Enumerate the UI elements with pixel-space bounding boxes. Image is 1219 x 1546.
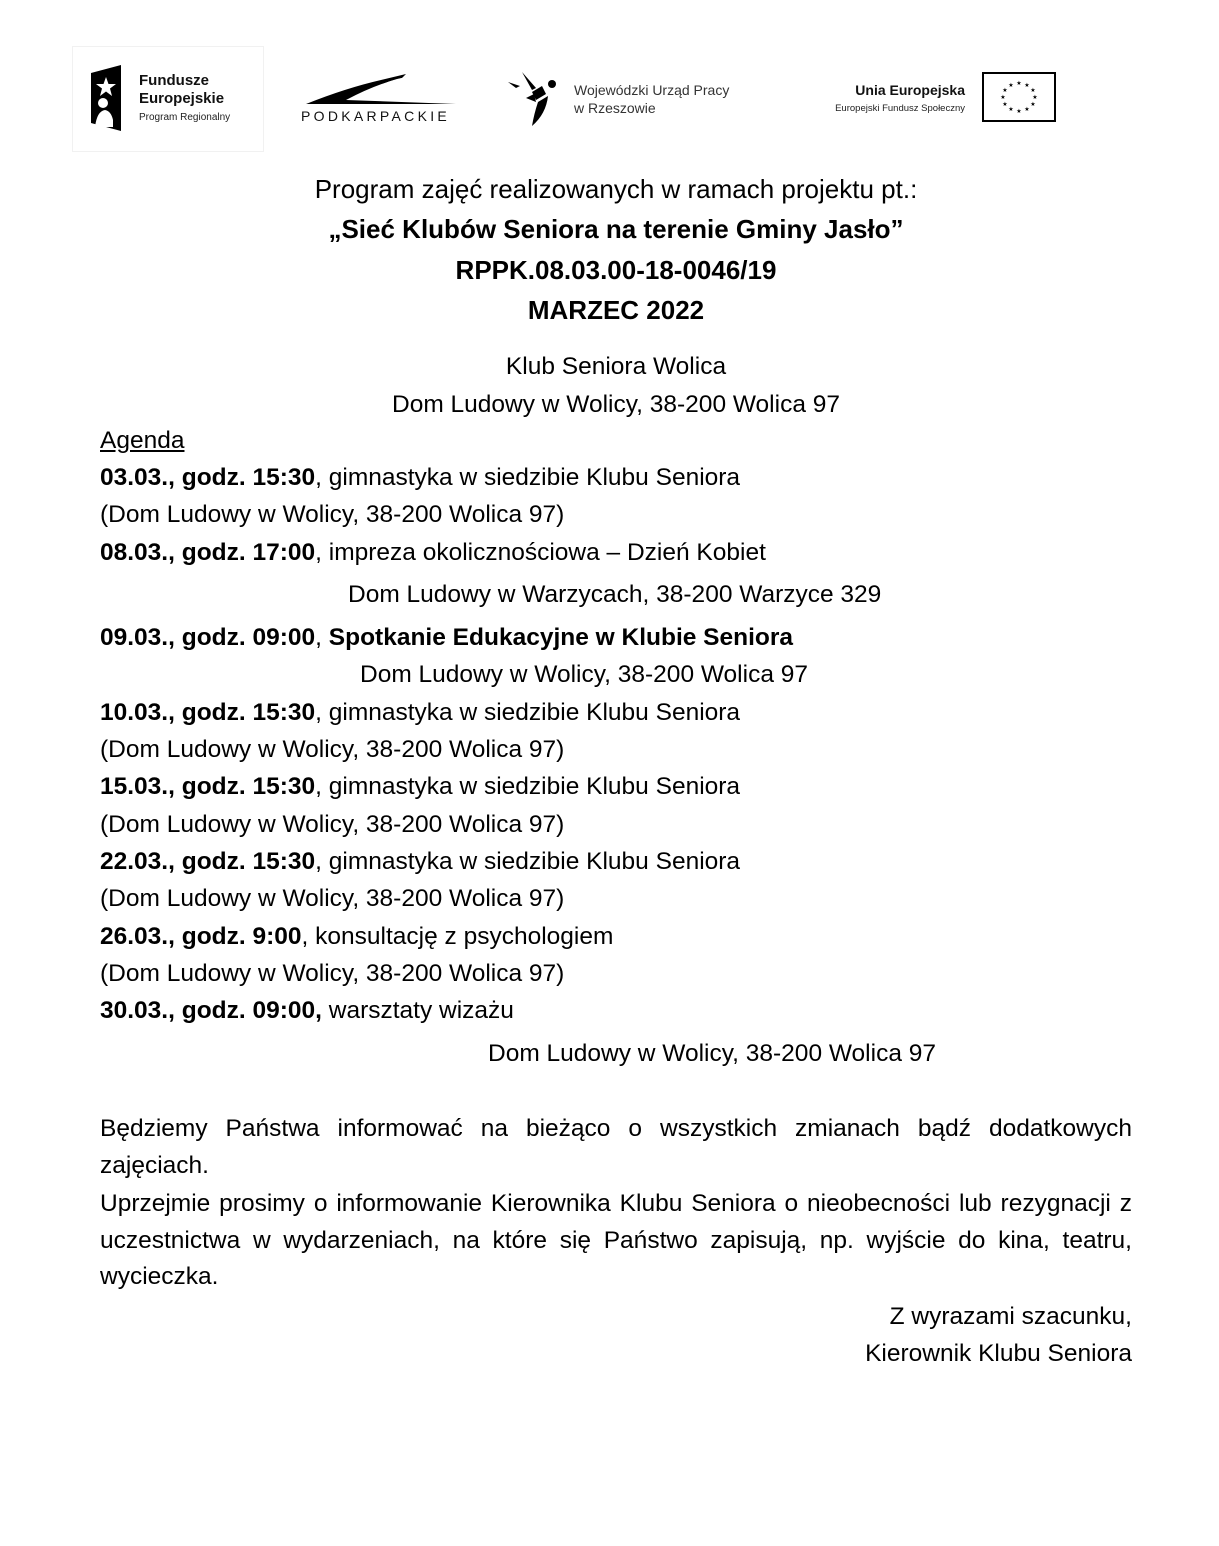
svg-text:★: ★ [1024,106,1030,113]
svg-text:★: ★ [1016,80,1022,87]
svg-text:★: ★ [1008,82,1014,89]
agenda-item [100,847,740,877]
svg-text:★: ★ [1002,101,1008,108]
fundusze-line1: Fundusze [139,72,209,89]
agenda-when: 09.03., godz. 09:00 [100,624,316,651]
unia-europejska-logo [800,72,1060,126]
agenda-where: Dom Ludowy w Warzycach, 38-200 Warzyce 329 [348,581,882,608]
fundusze-line2: Europejskie [139,90,225,107]
fundusze-star-icon [91,65,121,131]
eu-flag-icon [982,72,1056,122]
agenda-when: 26.03., godz. 9:00 [100,923,302,950]
agenda-what: Spotkanie Edukacyjne w Klubie Seniora [328,624,794,651]
agenda-where: Dom Ludowy w Wolicy, 38-200 Wolica 97 [360,661,808,688]
agenda-where: (Dom Ludowy w Wolicy, 38-200 Wolica 97) [100,811,565,838]
svg-text:★: ★ [1008,106,1014,113]
wup-logo [506,70,766,130]
agenda-item [100,772,740,802]
wup-bird-icon [506,70,566,128]
fundusze-line3: Program Regionalny [139,112,231,123]
agenda-item [100,996,514,1026]
agenda-what: , gimnastyka w siedzibie Klubu Seniora [315,773,741,800]
signature-line: Kierownik Klubu Seniora [865,1340,1132,1367]
agenda-item [100,538,766,568]
agenda-what: warsztaty wizażu [321,997,514,1024]
svg-text:★: ★ [1016,108,1022,115]
club-address: Dom Ludowy w Wolicy, 38-200 Wolica 97 [392,391,840,418]
agenda-where: (Dom Ludowy w Wolicy, 38-200 Wolica 97) [100,736,565,763]
ue-line1: Unia Europejska [855,82,965,98]
agenda-item [100,922,613,952]
agenda-what: , gimnastyka w siedzibie Klubu Seniora [315,699,741,726]
agenda-when: 08.03., godz. 17:00 [100,539,316,566]
agenda-when: 10.03., godz. 15:30 [100,699,316,726]
wup-line2: w Rzeszowie [574,100,656,116]
month-heading: MARZEC 2022 [527,295,705,325]
agenda-item [100,463,740,493]
svg-text:★: ★ [1030,101,1036,108]
intro-line: Program zajęć realizowanych w ramach projektu pt.: [314,174,918,204]
svg-text:★: ★ [1002,87,1008,94]
agenda-item [100,623,793,653]
agenda-what: , impreza okolicznościowa – Dzień Kobiet [315,539,766,566]
podkarpackie-text: PODKARPACKIE [301,108,451,124]
svg-text:★: ★ [1032,94,1038,101]
podkarpackie-mountain-icon [306,70,456,106]
agenda-what: , gimnastyka w siedzibie Klubu Seniora [315,464,741,491]
agenda-where: (Dom Ludowy w Wolicy, 38-200 Wolica 97) [100,501,565,528]
podkarpackie-logo [298,70,463,130]
wup-line1: Wojewódzki Urząd Pracy [574,82,730,98]
agenda-when: 30.03., godz. 09:00, [100,997,322,1024]
svg-text:★: ★ [1024,82,1030,89]
agenda-when: 15.03., godz. 15:30 [100,773,316,800]
svg-text:★: ★ [1000,94,1006,101]
agenda-when: 03.03., godz. 15:30 [100,464,316,491]
project-title: „Sieć Klubów Seniora na terenie Gminy Jasło” [328,214,904,244]
request-paragraph: Uprzejmie prosimy o informowanie Kierownika Klubu Seniora o nieobecności lub rezygnacji z uczestnictwa w wydarzeniach, na które się Państwo zapisują, np. wyjście do kina, teatru, wycieczka. [100,1190,1132,1290]
agenda-what: , konsultację z psychologiem [301,923,614,950]
agenda-sep: , [315,624,329,651]
project-code: RPPK.08.03.00-18-0046/19 [455,255,777,285]
agenda-heading: Agenda [100,427,185,454]
info-paragraph: Będziemy Państwa informować na bieżąco o wszystkich zmianach bądź dodatkowych zajęciach. [100,1115,1132,1179]
agenda-where: Dom Ludowy w Wolicy, 38-200 Wolica 97 [488,1040,936,1067]
svg-text:★: ★ [1030,87,1036,94]
agenda-what: , gimnastyka w siedzibie Klubu Seniora [315,848,741,875]
agenda-item [100,698,740,728]
fundusze-europejskie-logo [72,46,264,152]
logo-bar [70,46,1070,150]
agenda-when: 22.03., godz. 15:30 [100,848,316,875]
ue-line2: Europejski Fundusz Społeczny [835,103,965,114]
agenda-where: (Dom Ludowy w Wolicy, 38-200 Wolica 97) [100,960,565,987]
agenda-where: (Dom Ludowy w Wolicy, 38-200 Wolica 97) [100,885,565,912]
club-name: Klub Seniora Wolica [505,353,727,380]
closing-line: Z wyrazami szacunku, [889,1303,1132,1330]
